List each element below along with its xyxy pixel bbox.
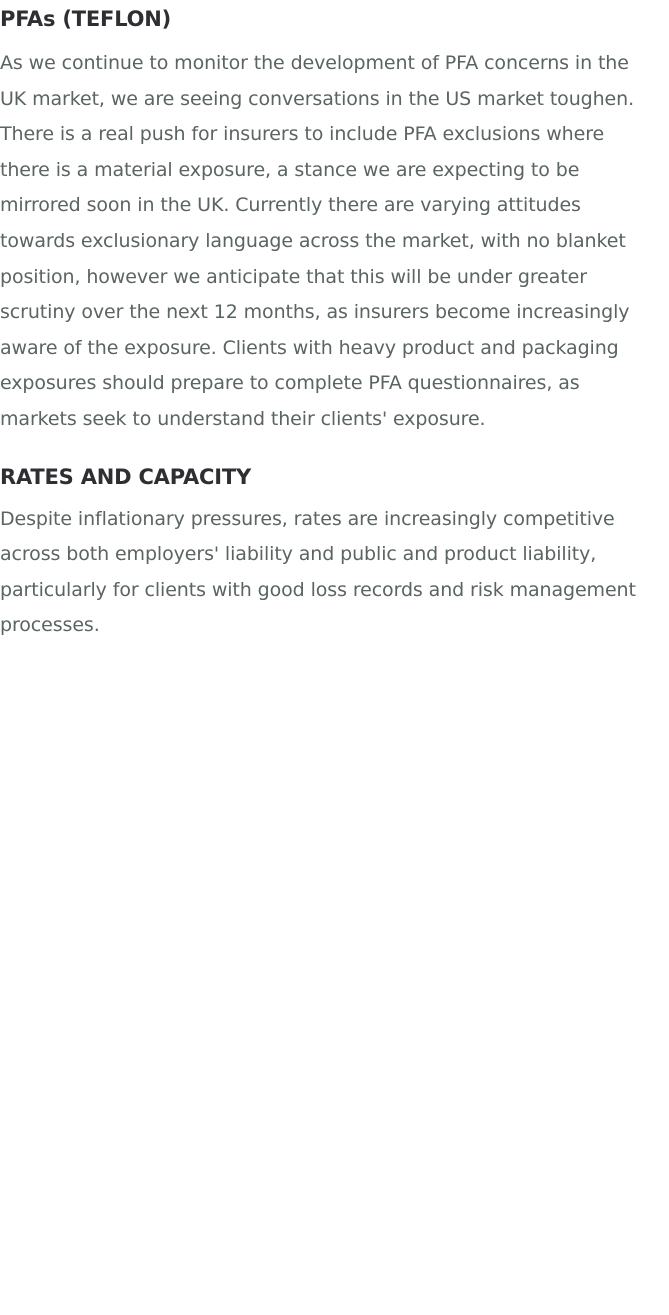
section-body-pfas-teflon: As we continue to monitor the development of PFA concerns in the UK market, we are seeing conversations in the US market toughen. There is a real push for insurers to include PFA exclusions where there is a material exposure, a stance we are expecting to be mirrored soon in the UK. Currently there are varying attitudes towards exclusionary language across the market, with no blanket position, however we anticipate that this will be under greater scrutiny over the next 12 months, as insurers become increasingly aware of the exposure. Clients with heavy product and packaging exposures should prepare to complete PFA questionnaires, as markets seek to understand their clients' exposure. [0,52,635,430]
section-heading-rates-and-capacity: RATES AND CAPACITY [0,464,252,489]
section-rates-and-capacity [0,464,649,644]
section-pfas-teflon [0,6,649,438]
section-heading-pfas-teflon: PFAs (TEFLON) [0,7,172,31]
section-body-rates-and-capacity: Despite inflationary pressures, rates are increasingly competitive across both employers' liability and public and product liability, particularly for clients with good loss records and risk management processes. [0,507,636,637]
